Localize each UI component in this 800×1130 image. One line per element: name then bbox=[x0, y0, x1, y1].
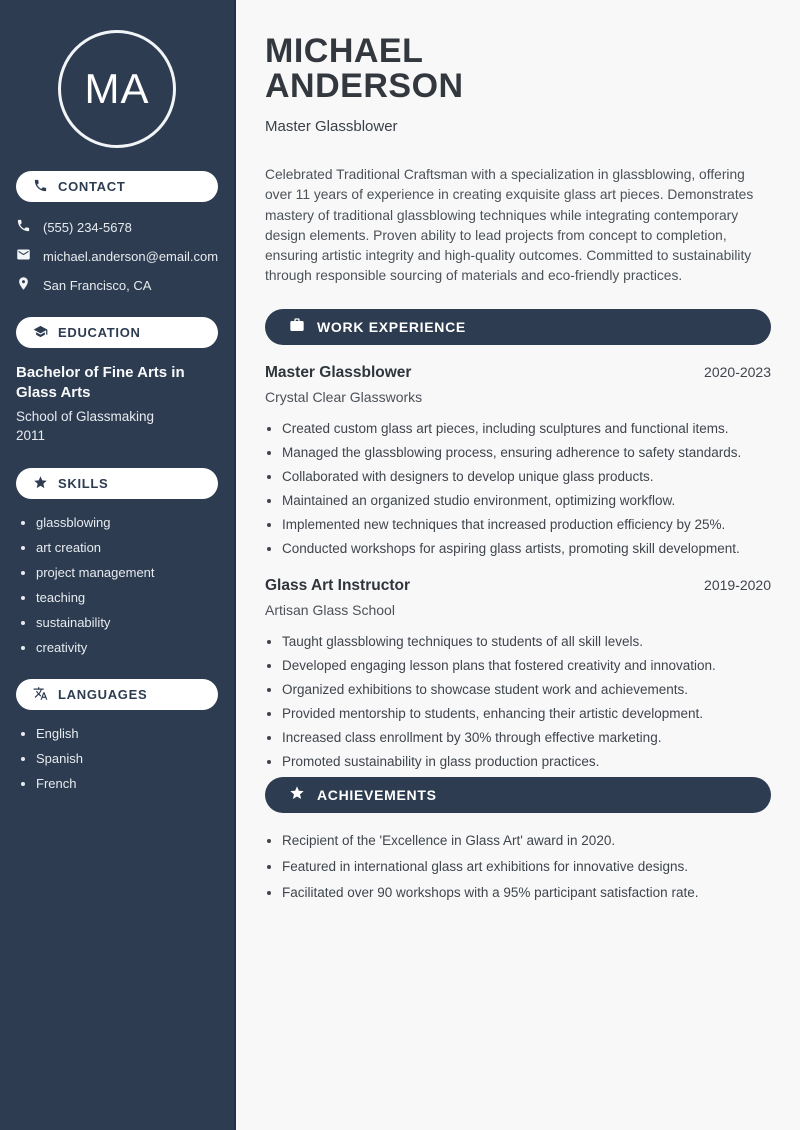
job-bullet: • Developed engaging lesson plans that fostered creativity and innovation. bbox=[282, 656, 771, 675]
translate-icon bbox=[33, 686, 48, 704]
skill-item: • glassblowing bbox=[36, 514, 218, 531]
phone-icon bbox=[16, 218, 31, 236]
language-item: • Spanish bbox=[36, 750, 218, 767]
job-company: Artisan Glass School bbox=[265, 601, 395, 618]
language-item: • French bbox=[36, 775, 218, 792]
job-bullet: • Conducted workshops for aspiring glass artists, promoting skill development. bbox=[282, 539, 771, 558]
contact-email-value: michael.anderson@email.com bbox=[43, 248, 219, 264]
skills-section-title: SKILLS bbox=[58, 476, 109, 491]
job-bullet: • Maintained an organized studio environment, optimizing workflow. bbox=[282, 491, 771, 510]
contact-list bbox=[16, 218, 218, 294]
job-bullet: • Taught glassblowing techniques to students of all skill levels. bbox=[282, 632, 771, 651]
job-bullet: • Provided mentorship to students, enhancing their artistic development. bbox=[282, 704, 771, 723]
job-company: Crystal Clear Glassworks bbox=[265, 388, 423, 405]
skill-item: • creativity bbox=[36, 639, 218, 656]
avatar-initials: MA bbox=[84, 65, 150, 112]
job-bullet-list bbox=[265, 632, 771, 771]
job-dates: 2019-2020 bbox=[704, 576, 771, 593]
job-bullet: • Implemented new techniques that increased production efficiency by 25%. bbox=[282, 515, 771, 534]
job-bullet: • Organized exhibitions to showcase student work and achievements. bbox=[282, 680, 771, 699]
contact-section-title: CONTACT bbox=[58, 179, 126, 194]
skill-item: • project management bbox=[36, 564, 218, 581]
contact-phone-value: (555) 234-5678 bbox=[43, 219, 132, 235]
job-bullet: • Collaborated with designers to develop unique glass products. bbox=[282, 467, 771, 486]
contact-location-row bbox=[16, 276, 218, 294]
name-last: ANDERSON bbox=[265, 67, 464, 105]
achievements-section-header bbox=[265, 777, 771, 813]
skill-item: • teaching bbox=[36, 589, 218, 606]
languages-list bbox=[16, 725, 218, 792]
work-experience-section-title: WORK EXPERIENCE bbox=[317, 318, 466, 335]
achievement-bullet: • Facilitated over 90 workshops with a 95% participant satisfaction rate. bbox=[282, 883, 771, 902]
contact-phone-row bbox=[16, 218, 218, 236]
summary-paragraph: Celebrated Traditional Craftsman with a specialization in glassblowing, offering over 11 years of experience in creating exquisite glass art pieces. Demonstrates mastery of traditional glassblowing techniques while integrating contemporary design elements. Proven ability to lead projects from concept to completion, ensuring artistic integrity and high-quality outcomes. Committed to sustainability through responsible sourcing of materials and eco-friendly practices. bbox=[265, 167, 754, 284]
languages-section-header bbox=[16, 679, 218, 710]
job-bullet-list bbox=[265, 419, 771, 558]
main-content bbox=[236, 0, 800, 1130]
education-year: 2011 bbox=[16, 428, 46, 443]
achievements-list bbox=[265, 831, 771, 902]
location-pin-icon bbox=[16, 276, 31, 294]
job-bullet: • Created custom glass art pieces, including sculptures and functional items. bbox=[282, 419, 771, 438]
achievement-bullet: • Featured in international glass art exhibitions for innovative designs. bbox=[282, 857, 771, 876]
skill-item: • art creation bbox=[36, 539, 218, 556]
briefcase-icon bbox=[289, 317, 305, 336]
skills-section-header bbox=[16, 468, 218, 499]
languages-section-title: LANGUAGES bbox=[58, 687, 148, 702]
job-dates: 2020-2023 bbox=[704, 363, 771, 380]
contact-location-value: San Francisco, CA bbox=[43, 277, 152, 293]
email-icon bbox=[16, 247, 31, 265]
jobs-list bbox=[265, 364, 771, 771]
language-item: • English bbox=[36, 725, 218, 742]
contact-email-row bbox=[16, 247, 218, 265]
job-header bbox=[265, 364, 771, 382]
job-title: Master Glassblower bbox=[265, 363, 412, 381]
skills-list bbox=[16, 514, 218, 656]
job-title-subtitle: Master Glassblower bbox=[265, 118, 398, 135]
contact-section-header bbox=[16, 171, 218, 202]
sidebar bbox=[0, 0, 236, 1130]
work-experience-section-header bbox=[265, 309, 771, 345]
skill-item: • sustainability bbox=[36, 614, 218, 631]
education-school: School of Glassmaking bbox=[16, 409, 155, 424]
graduation-cap-icon bbox=[33, 324, 48, 342]
achievement-bullet: • Recipient of the 'Excellence in Glass Art' award in 2020. bbox=[282, 831, 771, 850]
name-first: MICHAEL bbox=[265, 32, 424, 70]
education-section-header bbox=[16, 317, 218, 348]
job-bullet: • Managed the glassblowing process, ensuring adherence to safety standards. bbox=[282, 443, 771, 462]
star-icon bbox=[289, 785, 305, 804]
star-icon bbox=[33, 475, 48, 493]
phone-icon bbox=[33, 178, 48, 196]
job-title: Glass Art Instructor bbox=[265, 576, 410, 594]
achievements-section-title: ACHIEVEMENTS bbox=[317, 786, 437, 803]
job-bullet: • Promoted sustainability in glass production practices. bbox=[282, 752, 771, 771]
job-header bbox=[265, 577, 771, 595]
page-title bbox=[265, 34, 771, 104]
education-section-title: EDUCATION bbox=[58, 325, 141, 340]
job-bullet: • Increased class enrollment by 30% through effective marketing. bbox=[282, 728, 771, 747]
education-degree: Bachelor of Fine Arts in Glass Arts bbox=[16, 364, 185, 401]
avatar bbox=[58, 30, 176, 148]
